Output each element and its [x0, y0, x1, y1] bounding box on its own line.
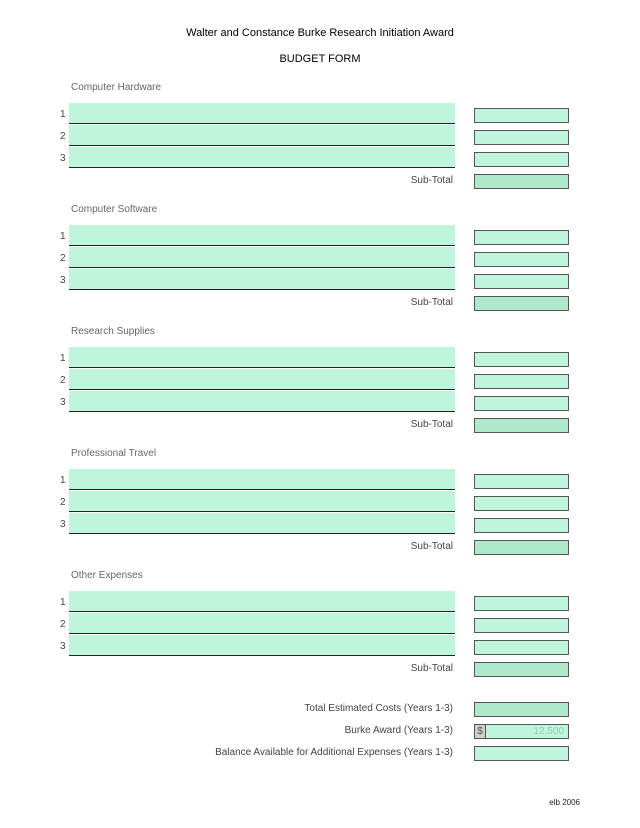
row-number: 3 [60, 153, 66, 164]
item-description-field[interactable] [69, 125, 455, 146]
item-description-field[interactable] [69, 513, 455, 534]
row-number: 2 [60, 497, 66, 508]
item-amount-field[interactable] [474, 618, 569, 633]
item-amount-field[interactable] [474, 274, 569, 289]
section-label: Professional Travel [71, 448, 157, 459]
item-amount-field[interactable] [474, 130, 569, 145]
item-amount-field[interactable] [474, 108, 569, 123]
item-description-field[interactable] [69, 225, 455, 246]
item-description-field[interactable] [69, 147, 455, 168]
item-amount-field[interactable] [474, 640, 569, 655]
section-label: Computer Software [71, 204, 158, 215]
row-number: 1 [60, 597, 66, 608]
row-number: 1 [60, 231, 66, 242]
row-number: 1 [60, 109, 66, 120]
item-amount-field[interactable] [474, 474, 569, 489]
item-amount-field[interactable] [474, 496, 569, 511]
item-amount-field[interactable] [474, 252, 569, 267]
item-amount-field[interactable] [474, 396, 569, 411]
burke-award-value: 12,500 [533, 726, 564, 737]
subtotal-field[interactable] [474, 540, 569, 555]
row-number: 3 [60, 641, 66, 652]
item-amount-field[interactable] [474, 152, 569, 167]
row-number: 2 [60, 131, 66, 142]
row-number: 3 [60, 275, 66, 286]
subtotal-label: Sub-Total [410, 419, 453, 430]
burke-award-field[interactable] [474, 724, 569, 739]
subtotal-label: Sub-Total [410, 297, 453, 308]
row-number: 3 [60, 397, 66, 408]
row-number: 3 [60, 519, 66, 530]
row-number: 2 [60, 253, 66, 264]
section-label: Research Supplies [71, 326, 155, 337]
subtotal-label: Sub-Total [410, 663, 453, 674]
item-description-field[interactable] [69, 469, 455, 490]
currency-symbol: $ [475, 725, 486, 738]
item-description-field[interactable] [69, 369, 455, 390]
burke-award-label: Burke Award (Years 1-3) [344, 725, 453, 736]
footer-note: elb 2006 [549, 798, 580, 807]
subtotal-field[interactable] [474, 174, 569, 189]
item-amount-field[interactable] [474, 596, 569, 611]
subtotal-field[interactable] [474, 296, 569, 311]
total-estimated-costs-label: Total Estimated Costs (Years 1-3) [304, 703, 453, 714]
item-description-field[interactable] [69, 635, 455, 656]
section-label: Computer Hardware [71, 82, 162, 93]
form-subtitle: BUDGET FORM [279, 53, 361, 65]
item-amount-field[interactable] [474, 230, 569, 245]
item-description-field[interactable] [69, 269, 455, 290]
subtotal-label: Sub-Total [410, 175, 453, 186]
item-description-field[interactable] [69, 613, 455, 634]
subtotal-field[interactable] [474, 662, 569, 677]
total-estimated-costs-field[interactable] [474, 702, 569, 717]
row-number: 2 [60, 619, 66, 630]
item-amount-field[interactable] [474, 518, 569, 533]
item-amount-field[interactable] [474, 352, 569, 367]
item-description-field[interactable] [69, 491, 455, 512]
row-number: 2 [60, 375, 66, 386]
row-number: 1 [60, 475, 66, 486]
item-description-field[interactable] [69, 103, 455, 124]
row-number: 1 [60, 353, 66, 364]
item-description-field[interactable] [69, 591, 455, 612]
item-description-field[interactable] [69, 391, 455, 412]
balance-available-label: Balance Available for Additional Expenses (Years 1-3) [215, 747, 453, 758]
item-amount-field[interactable] [474, 374, 569, 389]
subtotal-field[interactable] [474, 418, 569, 433]
form-title: Walter and Constance Burke Research Initiation Award [186, 27, 454, 39]
item-description-field[interactable] [69, 347, 455, 368]
section-label: Other Expenses [71, 570, 143, 581]
balance-available-field[interactable] [474, 746, 569, 761]
subtotal-label: Sub-Total [410, 541, 453, 552]
item-description-field[interactable] [69, 247, 455, 268]
